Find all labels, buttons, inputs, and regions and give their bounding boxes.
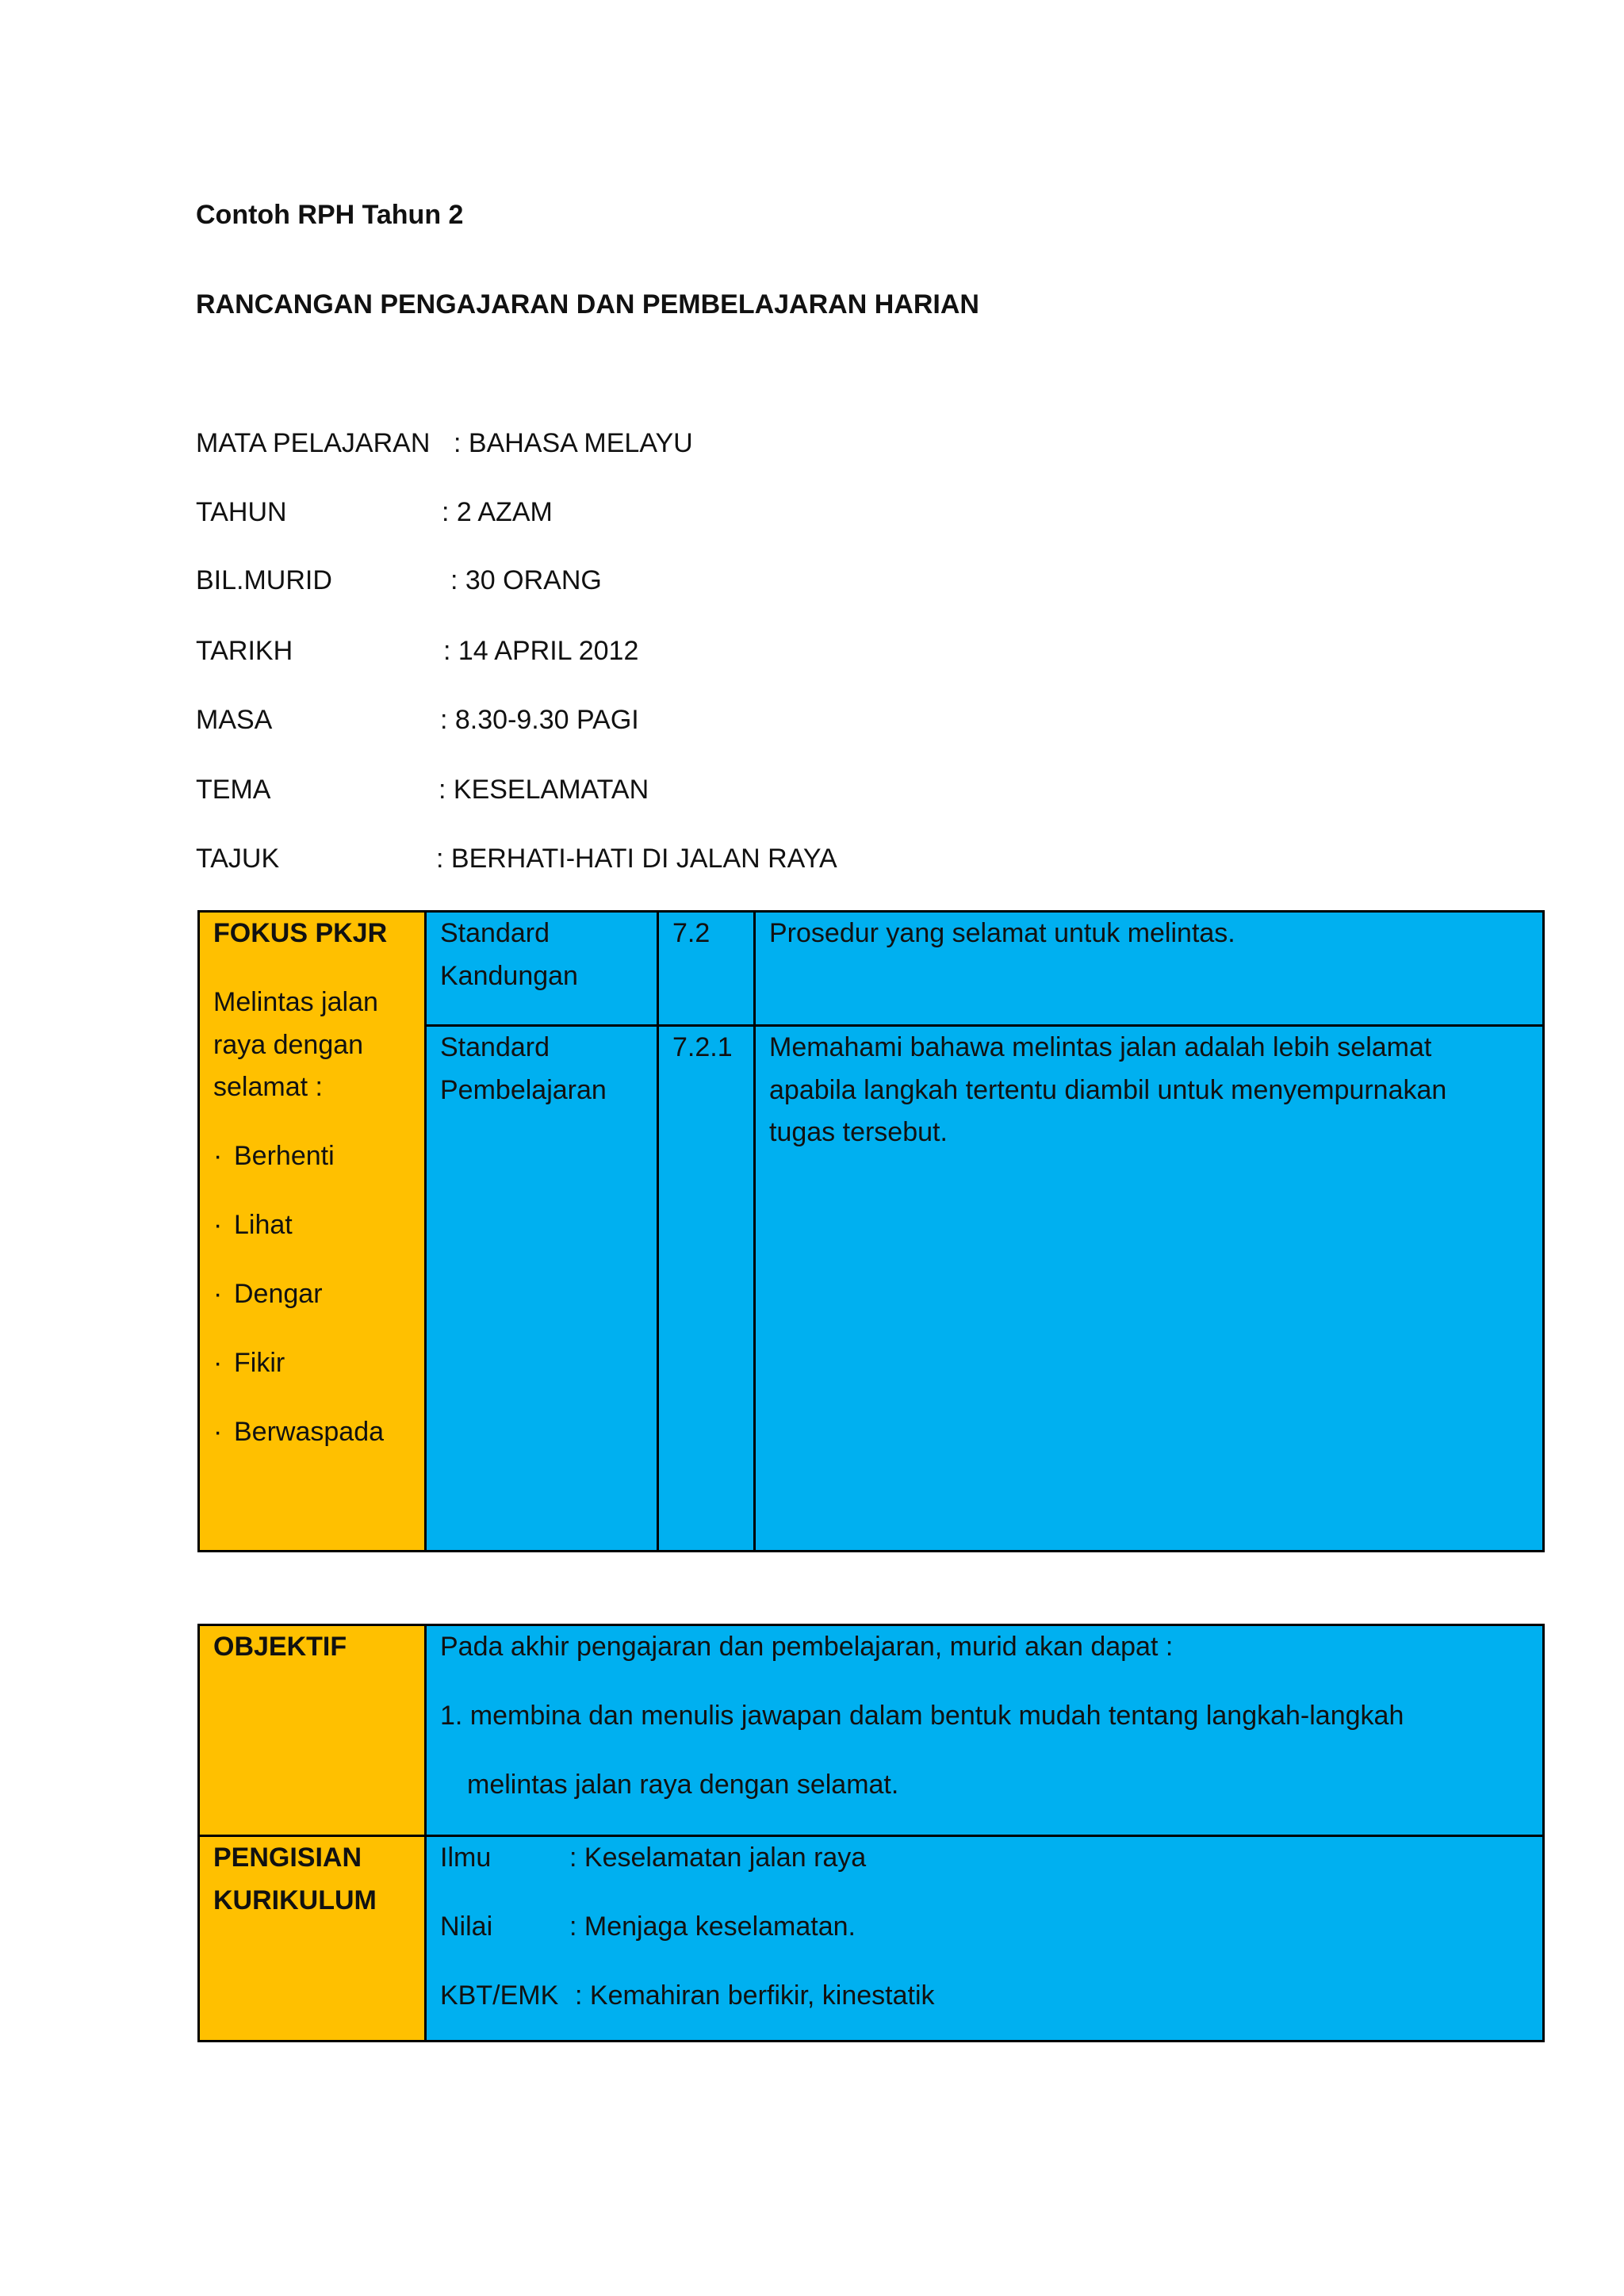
pengisian-item-label: Ilmu [440,1843,492,1873]
fokus-title: FOKUS PKJR [213,918,388,948]
pengisian-item-kbt-emk [440,1975,1529,2018]
pengisian-item-value: : Kemahiran berfikir, kinestatik [575,1980,935,2011]
info-row-mata-pelajaran [0,427,1624,459]
bullet-dot: · [213,1210,223,1240]
standard-kandungan-code-cell [657,910,756,1027]
info-row-masa [0,704,1624,736]
info-value: : 8.30-9.30 PAGI [440,705,639,735]
info-row-tajuk [0,843,1624,874]
info-row-tarikh [0,635,1624,667]
pengisian-item-label: KBT/EMK [440,1980,559,2011]
standard-pembelajaran-label-cell [424,1024,659,1552]
objektif-point: 1. membina dan menulis jawapan dalam bentuk mudah tentang langkah-langkah [440,1701,1404,1731]
cell-text-line: tugas tersebut. [769,1117,948,1147]
info-label: TARIKH [196,636,293,666]
info-row-tahun [0,496,1624,528]
pengisian-content-cell [424,1835,1545,2042]
fokus-intro-line: raya dengan [213,1029,364,1060]
info-value: : 14 APRIL 2012 [443,636,639,666]
pengisian-item-ilmu [440,1837,1529,1880]
objektif-intro: Pada akhir pengajaran dan pembelajaran, murid akan dapat : [440,1632,1174,1662]
pengisian-item-value: : Keselamatan jalan raya [569,1843,867,1873]
info-value: : 2 AZAM [442,497,553,527]
fokus-item-label: Fikir [234,1348,285,1378]
cell-text-line: Kandungan [440,960,578,991]
info-label: TEMA [196,775,271,805]
pengisian-item-value: : Menjaga keselamatan. [569,1911,856,1942]
info-label: BIL.MURID [196,565,332,595]
pengisian-label-cell [197,1835,427,2042]
fokus-item [213,1204,411,1247]
standard-pembelajaran-desc-cell [753,1024,1545,1552]
cell-text-line: Prosedur yang selamat untuk melintas. [769,918,1235,948]
objektif-label: OBJEKTIF [213,1632,347,1662]
info-value: : 30 ORANG [450,565,602,595]
fokus-item [213,1135,411,1178]
bullet-dot: · [213,1279,223,1309]
fokus-pkjr-cell [197,910,427,1552]
info-label: TAJUK [196,844,280,874]
fokus-item [213,1342,411,1385]
pengisian-label-line: PENGISIAN [213,1843,362,1873]
fokus-intro-line: selamat : [213,1072,323,1102]
bullet-dot: · [213,1348,223,1378]
info-label: MASA [196,705,273,735]
objektif-point-continuation: melintas jalan raya dengan selamat. [467,1770,899,1800]
pengisian-item-nilai [440,1906,1529,1949]
fokus-intro [213,982,411,1109]
cell-text-line: Memahami bahawa melintas jalan adalah lebih selamat [769,1032,1432,1062]
fokus-item-label: Dengar [234,1279,323,1309]
info-value: : BAHASA MELAYU [454,428,693,458]
standard-code: 7.2.1 [672,1032,733,1062]
pengisian-item-label: Nilai [440,1911,493,1942]
objektif-content-cell [424,1624,1545,1837]
bullet-dot: · [213,1141,223,1171]
objektif-label-cell [197,1624,427,1837]
objective-table [197,1624,1545,2042]
fokus-intro-line: Melintas jalan [213,987,378,1017]
fokus-item-label: Lihat [234,1210,293,1240]
cell-text-line: apabila langkah tertentu diambil untuk menyempurnakan [769,1074,1447,1105]
standard-kandungan-desc-cell [753,910,1545,1027]
document-heading: RANCANGAN PENGAJARAN DAN PEMBELAJARAN HARIAN [196,289,979,320]
info-value: : KESELAMATAN [439,775,649,805]
info-value: : BERHATI-HATI DI JALAN RAYA [436,844,837,874]
fokus-item-label: Berhenti [234,1141,335,1171]
cell-text-line: Standard [440,918,550,948]
bullet-dot: · [213,1417,223,1447]
standard-kandungan-label-cell [424,910,659,1027]
fokus-item-label: Berwaspada [234,1417,385,1447]
cell-text-line: Pembelajaran [440,1074,607,1105]
fokus-item [213,1273,411,1316]
info-label: TAHUN [196,497,287,527]
info-row-tema [0,774,1624,806]
cell-text-line: Standard [440,1032,550,1062]
pkjr-focus-table [197,910,1545,1552]
info-label: MATA PELAJARAN [196,428,431,458]
info-row-bil-murid [0,564,1624,596]
standard-code: 7.2 [672,918,710,948]
standard-pembelajaran-code-cell [657,1024,756,1552]
pengisian-label-line: KURIKULUM [213,1885,377,1915]
document-title: Contoh RPH Tahun 2 [196,200,464,230]
fokus-item [213,1411,411,1454]
